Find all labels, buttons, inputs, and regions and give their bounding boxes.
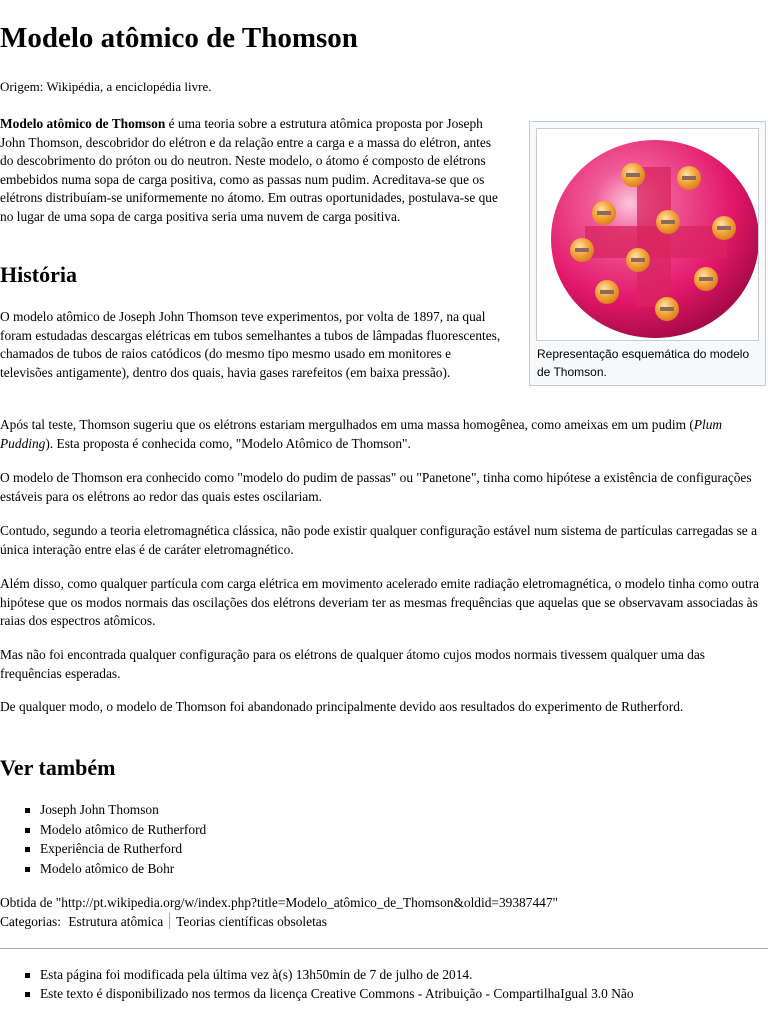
electron: [656, 210, 680, 234]
plus-sign-horizontal: [585, 226, 727, 258]
electron: [712, 216, 736, 240]
categories-label[interactable]: Categorias:: [0, 914, 61, 929]
footer-license: Este texto é disponibilizado nos termos da licença Creative Commons - Atribuição - CompartilhaIgual 3.0 Não: [0, 984, 634, 1003]
see-also-item[interactable]: Modelo atômico de Bohr: [0, 859, 206, 879]
electron: [677, 166, 701, 190]
category-links: [0, 913, 327, 932]
intro-paragraph: [0, 115, 506, 227]
thomson-model-illustration: [537, 129, 758, 340]
thumbnail-image[interactable]: [536, 128, 759, 341]
section-heading-historia: História: [0, 262, 77, 287]
electron: [694, 267, 718, 291]
history-paragraph-5: Além disso, como qualquer partícula com carga elétrica em movimento acelerado emite radiação eletromagnética, o modelo tinha como outra hipótese que os modos normais das oscilações dos elétrons deveriam ter as mesmas frequências que aquelas que se observavam associadas às raias dos espectros atômicos.: [0, 576, 759, 629]
electron: [592, 201, 616, 225]
category-link[interactable]: Estrutura atômica: [68, 914, 164, 929]
electron: [570, 238, 594, 262]
electron: [655, 297, 679, 321]
page-title: Modelo atômico de Thomson: [0, 22, 358, 54]
history-paragraph-1: O modelo atômico de Joseph John Thomson teve experimentos, por volta de 1897, na qual foram estudadas descargas elétricas em tubos semelhantes a tubos de lâmpadas fluorescentes, chamados de tubos de raios catódicos (do mesmo tipo mesmo usado em monitores e televisões antigamente), dentro dos quais, havia gases rarefeitos (em baixa pressão).: [0, 309, 501, 380]
see-also-item[interactable]: Experiência de Rutherford: [0, 839, 206, 859]
footer-divider: [0, 948, 768, 949]
history-paragraph-3: O modelo de Thomson era conhecido como "modelo do pudim de passas" ou "Panetone", tinha como hipótese a existência de configurações estáveis para os elétrons ao redor das quais estes oscilariam.: [0, 470, 752, 504]
footer-info-list: [0, 965, 634, 1003]
history-paragraph-4: Contudo, segundo a teoria eletromagnética clássica, não pode existir qualquer configuração estável num sistema de partículas carregadas se a única interação entre elas é de caráter eletromagnético.: [0, 523, 758, 557]
footer-last-modified: Esta página foi modificada pela última vez à(s) 13h50min de 7 de julho de 2014.: [0, 965, 634, 984]
history-paragraph-7: De qualquer modo, o modelo de Thomson foi abandonado principalmente devido aos resultados do experimento de Rutherford.: [0, 699, 684, 714]
intro-text: é uma teoria sobre a estrutura atômica proposta por Joseph John Thomson, descobridor do elétron e da relação entre a carga e a massa do elétron, antes do descobrimento do próton ou do neutron. Neste modelo, o átomo é composto de elétrons embebidos numa sopa de carga positiva, como as passas num pudim. Acreditava-se que os elétrons distribuíam-se uniformemente no átomo. Em outras oportunidades, postulava-se que no lugar de uma sopa de carga positiva seria uma nuvem de carga positiva.: [0, 116, 498, 224]
history-paragraph-2: [0, 416, 768, 453]
intro-bold-term: Modelo atômico de Thomson: [0, 116, 166, 131]
category-separator: [169, 913, 170, 929]
thumbnail-caption: Representação esquemática do modelo de Thomson.: [537, 347, 750, 379]
plum-pudding-term: Plum Pudding: [0, 417, 723, 451]
thumbnail-figure: [529, 121, 766, 386]
electron: [626, 248, 650, 272]
category-link[interactable]: Teorias científicas obsoletas: [176, 914, 327, 929]
see-also-item[interactable]: Joseph John Thomson: [0, 800, 206, 820]
site-subtitle: Origem: Wikipédia, a enciclopédia livre.: [0, 79, 212, 94]
retrieved-from-link[interactable]: Obtida de "http://pt.wikipedia.org/w/index.php?title=Modelo_atômico_de_Thomson&oldid=39387447": [0, 895, 558, 910]
history-p2-text-a: Após tal teste, Thomson sugeriu que os elétrons estariam mergulhados em uma massa homogênea, como ameixas em um pudim (: [0, 417, 694, 432]
history-p2-text-b: ). Esta proposta é conhecida como, "Modelo Atômico de Thomson".: [45, 435, 411, 451]
electron: [595, 280, 619, 304]
history-paragraph-6: Mas não foi encontrada qualquer configuração para os elétrons de qualquer átomo cujos modos normais tivessem qualquer uma das frequências esperadas.: [0, 647, 706, 681]
see-also-list: [0, 800, 206, 878]
section-heading-ver-tambem: Ver também: [0, 755, 116, 780]
see-also-item[interactable]: Modelo atômico de Rutherford: [0, 820, 206, 840]
electron: [621, 163, 645, 187]
